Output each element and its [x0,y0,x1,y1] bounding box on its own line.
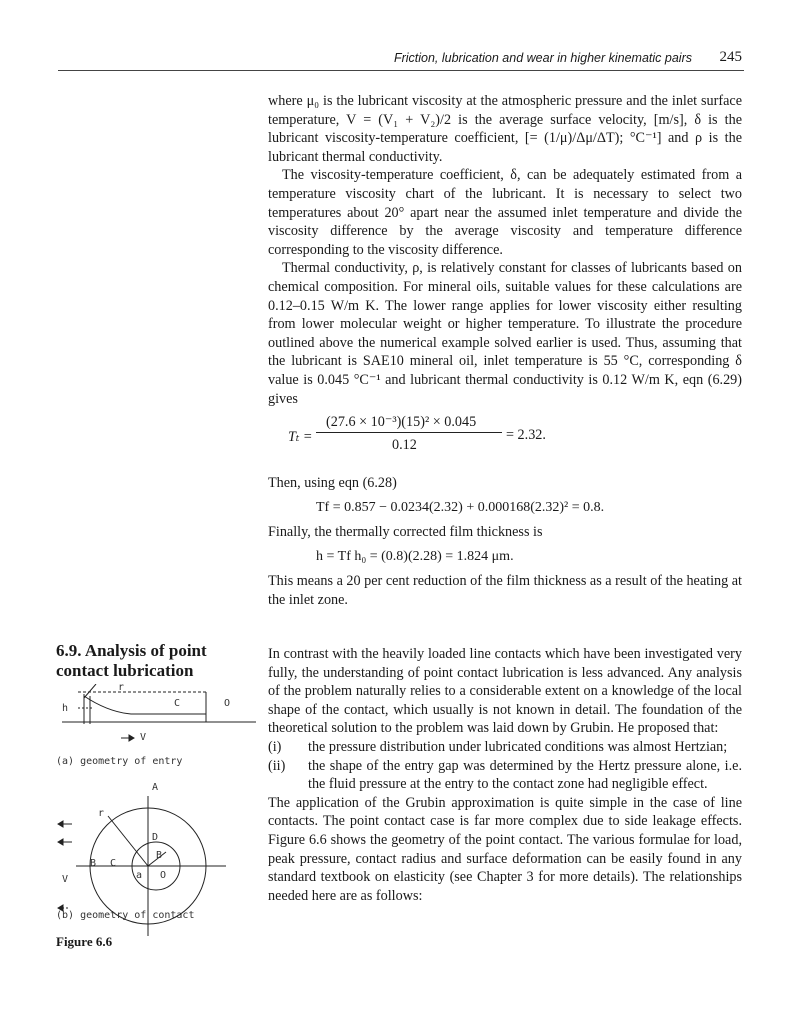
then-text: Then, using eqn (6.28) [268,475,397,492]
label-d: D [152,832,159,843]
entry-geometry-diagram [62,684,256,741]
leader-line [84,684,96,698]
section-number: 6.9. [56,641,82,660]
velocity-arrowhead [129,735,134,741]
arrowhead-1 [58,821,63,827]
label-a: A [152,782,159,793]
label-v: V [62,874,69,885]
conclusion-text: This means a 20 per cent reduction of the film thickness as a result of the heating at the inlet zone. [268,573,742,609]
paragraph-thermal-conductivity: Thermal conductivity, ρ, is relatively constant for classes of lubricants based on chemical composition. For mineral oils, suitable values for these calculations are 0.12–0.15 W/m K. The lower range applies for lower viscosity either resulting from lower molecular weight or higher temperature. To illustrate the procedure outlined above the numerical example solved earlier is used. Thus, assuming that the lubricant is SAE10 mineral oil, inlet temperature is 55 °C, corresponding δ value is 0.045 °C⁻¹ and lubricant thermal conductivity is 0.12 W/m K, eqn (6.29) gives [268,260,742,407]
fraction-bar [316,432,502,433]
paragraph-where: where μ₀ is the lubricant viscosity at the atmospheric pressure and the inlet surface temperature, V = (V₁ + V₂)/2 is the average surface velocity, [m/s], δ is the lubricant viscosity-temperature coefficient, [= (1/μ)/Δμ/ΔT); °C⁻¹] and ρ is the lubricant thermal conductivity. [268,93,742,165]
paragraph-grubin-application: The application of the Grubin approximation is quite simple in the case of line contacts. The point contact case is far more complex due to side leakage effects. Figure 6.6 shows the geometry of the point contact. The various formulae for load, peak pressure, contact radius and surface deformation can be easily found in any standard textbook on elasticity (see Chapter 3 for more details). The relationships needed here are as follows: [268,794,742,904]
list-item [268,738,742,757]
list-text: the pressure distribution under lubricated conditions was almost Hertzian; [308,738,728,755]
label-h: h [62,703,69,714]
curved-surface [84,696,206,714]
figure-6-6 [56,684,256,964]
list-number: (i) [268,738,282,755]
upper-body-text [268,92,742,610]
running-header [58,48,744,71]
equation-denominator: 0.12 [392,437,417,454]
label-a-small: a [136,870,143,881]
figure-drawing [56,684,256,964]
equation-numerator: (27.6 × 10⁻³)(15)² × 0.045 [326,414,477,431]
lower-body-text [268,645,742,905]
list-number: (ii) [268,757,286,774]
label-c: C [174,698,181,709]
arrowhead-2 [58,839,63,845]
page-number: 245 [719,49,742,65]
label-c: C [110,858,117,869]
caption-a: (a) geometry of entry [56,756,183,767]
paragraph-contrast: In contrast with the heavily loaded line contacts which have been investigated very fully, the understanding of point contact lubrication is less advanced. Any analysis of the problem naturally relies to a considerable extent on a knowledge of the local shape of the contact, which usually is not known in detail. The foundation of the theoretical solution to the problem was laid down by Grubin. He proposed that: [268,646,742,737]
label-o: O [224,698,231,709]
section-title: Analysis of point contact lubrication [56,641,207,680]
label-r: r [98,808,105,819]
section-heading [56,641,246,681]
equation-thermal-loading [268,412,742,466]
equation-lhs: Tₜ = [288,429,313,446]
label-b-inner: B [156,850,163,861]
caption-b: (b) geometry of contact [56,910,195,921]
label-o: O [160,870,167,881]
equation-rhs: = 2.32. [506,427,546,444]
paragraph-viscosity-coefficient: The viscosity-temperature coefficient, δ, can be adequately estimated from a temperature viscosity chart of the lubricant. It is necessary to select two temperatures about 20° apart near the assumed inlet temperature and divide the viscosity difference by the average viscosity and temperature difference corresponding to the viscosity difference. [268,167,742,258]
equation-thermal-factor: Tf = 0.857 − 0.0234(2.32) + 0.000168(2.32)² = 0.8. [316,499,605,515]
running-header-title: Friction, lubrication and wear in higher kinematic pairs [393,51,692,65]
list-item [268,757,742,794]
list-text: the shape of the entry gap was determined by the Hertz pressure alone, i.e. the fluid pressure at the entry to the contact zone had negligible effect. [308,757,742,793]
label-b: B [90,858,97,869]
finally-text: Finally, the thermally corrected film thickness is [268,524,543,541]
label-v: V [140,732,147,743]
label-r: r [118,682,125,693]
figure-caption: Figure 6.6 [56,934,113,949]
equation-film-thickness: h = Tf h₀ = (0.8)(2.28) = 1.824 μm. [316,548,514,564]
